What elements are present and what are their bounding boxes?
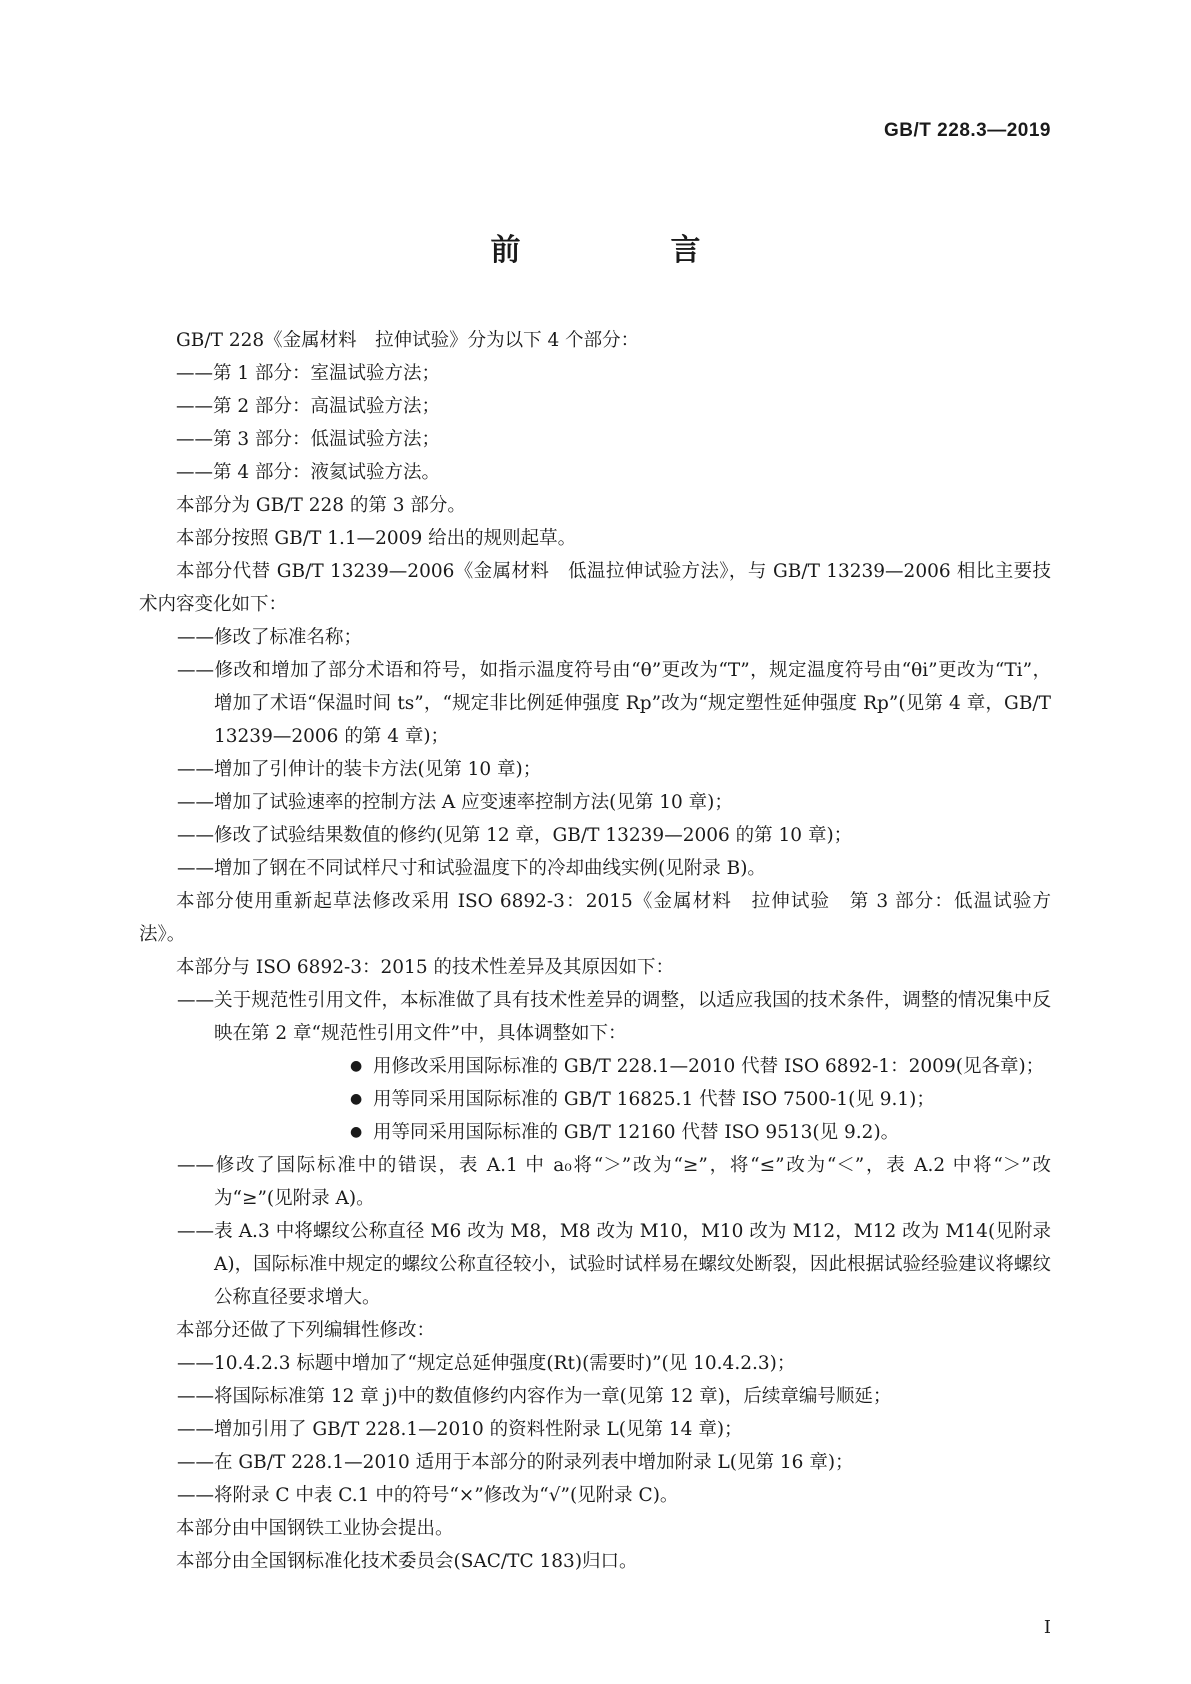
bullet-icon: ● [350,1124,363,1140]
page-title: 前 言 [490,233,761,268]
list-item: ——增加了钢在不同试样尺寸和试验温度下的冷却曲线实例(见附录 B)。 [177,858,766,879]
paragraph: 本部分由全国钢标准化技术委员会(SAC/TC 183)归口。 [176,1551,638,1572]
paragraph: 本部分为 GB/T 228 的第 3 部分。 [176,495,466,516]
paragraph: 本部分由中国钢铁工业协会提出。 [176,1518,454,1539]
bullet-text: 用等同采用国际标准的 GB/T 12160 代替 ISO 9513(见 9.2)。 [373,1122,900,1143]
paragraph: 本部分代替 GB/T 13239—2006《金属材料 低温拉伸试验方法》，与 GB/T 13239—2006 相比主要技术内容变化如下： [139,561,1051,615]
list-item: ——表 A.3 中将螺纹公称直径 M6 改为 M8，M8 改为 M10，M10 改为 M12，M12 改为 M14(见附录 A)，国际标准中规定的螺纹公称直径较小，试验时试样易在螺纹处断裂，因此根据试验经验建议将螺纹公称直径要求增大。 [177,1221,1051,1308]
list-item: ——增加了引伸计的装卡方法(见第 10 章)； [177,759,542,780]
list-item: ——第 2 部分：高温试验方法； [176,396,441,417]
list-item: ——关于规范性引用文件，本标准做了具有技术性差异的调整，以适应我国的技术条件，调整的情况集中反映在第 2 章“规范性引用文件”中，具体调整如下： [177,990,1051,1044]
bullet-text: 用等同采用国际标准的 GB/T 16825.1 代替 ISO 7500-1(见 9.1)； [373,1089,935,1110]
paragraph: 本部分使用重新起草法修改采用 ISO 6892-3：2015《金属材料 拉伸试验 第 3 部分：低温试验方法》。 [139,891,1051,945]
list-item: ——10.4.2.3 标题中增加了“规定总延伸强度(Rt)(需要时)”(见 10.4.2.3)； [177,1353,796,1374]
list-item: ——修改和增加了部分术语和符号，如指示温度符号由“θ”更改为“T”，规定温度符号由“θi”更改为“Ti”，增加了术语“保温时间 ts”，“规定非比例延伸强度 Rp”改为“规定塑性延伸强度 Rp”(见第 4 章，GB/T 13239—2006 的第 4 章)； [177,660,1051,747]
list-item: ——修改了试验结果数值的修约(见第 12 章，GB/T 13239—2006 的第 10 章)； [177,825,853,846]
paragraph: 本部分与 ISO 6892-3：2015 的技术性差异及其原因如下： [176,957,674,978]
standard-code: GB/T 228.3—2019 [884,120,1051,141]
bullet-item [139,1083,1051,1116]
bullet-item [139,1116,1051,1149]
list-item: ——第 4 部分：液氦试验方法。 [176,462,441,483]
document-body [139,324,1051,1578]
list-item: ——在 GB/T 228.1—2010 适用于本部分的附录列表中增加附录 L(见第 16 章)； [177,1452,854,1473]
bullet-icon: ● [350,1091,363,1107]
list-item: ——修改了标准名称； [177,627,363,648]
bullet-item [139,1050,1051,1083]
bullet-icon: ● [350,1058,363,1074]
list-item: ——增加引用了 GB/T 228.1—2010 的资料性附录 L(见第 14 章)； [177,1419,743,1440]
list-item: ——修改了国际标准中的错误，表 A.1 中 a₀将“＞”改为“≥”，将“≤”改为“＜”，表 A.2 中将“＞”改为“≥”(见附录 A)。 [177,1155,1051,1209]
list-item: ——第 1 部分：室温试验方法； [176,363,441,384]
paragraph: 本部分还做了下列编辑性修改： [176,1320,436,1341]
bullet-text: 用修改采用国际标准的 GB/T 228.1—2010 代替 ISO 6892-1：2009(见各章)； [373,1056,1045,1077]
list-item: ——将国际标准第 12 章 j)中的数值修约内容作为一章(见第 12 章)，后续章编号顺延； [177,1386,892,1407]
paragraph: GB/T 228《金属材料 拉伸试验》分为以下 4 个部分： [176,330,640,351]
page-number: I [1043,1617,1051,1638]
list-item: ——将附录 C 中表 C.1 中的符号“×”修改为“√”(见附录 C)。 [177,1485,679,1506]
list-item: ——第 3 部分：低温试验方法； [176,429,441,450]
paragraph: 本部分按照 GB/T 1.1—2009 给出的规则起草。 [176,528,577,549]
list-item: ——增加了试验速率的控制方法 A 应变速率控制方法(见第 10 章)； [177,792,733,813]
